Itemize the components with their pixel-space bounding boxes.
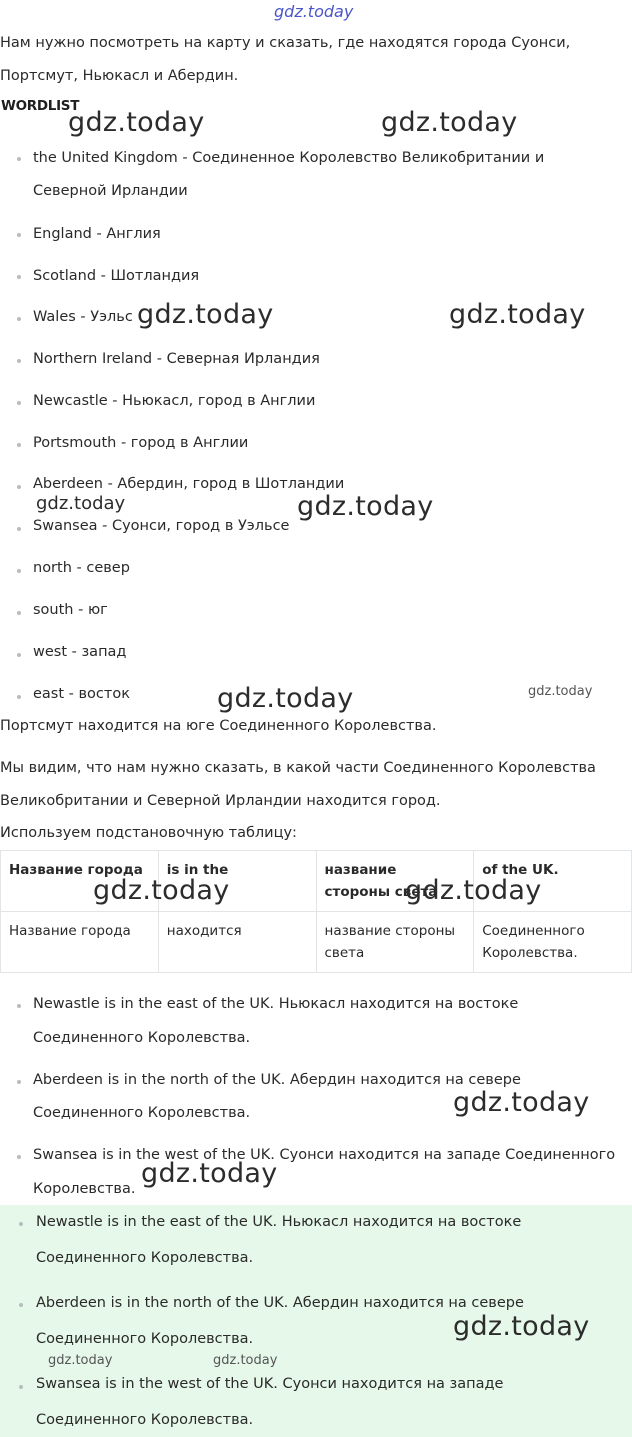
table-header-cell: Название города [1, 851, 159, 912]
table-header-cell: is in the [158, 851, 316, 912]
watermark: gdz.today [528, 684, 593, 699]
watermark: gdz.today [217, 683, 354, 714]
bullet [17, 569, 21, 573]
table-header-cell: название стороны света [316, 851, 474, 912]
explain-line-2: Великобритании и Северной Ирландии находится город. [0, 793, 441, 809]
wordlist-heading: WORDLIST [1, 98, 80, 114]
answer-line-2: Соединенного Королевства. [33, 1030, 251, 1046]
intro-line-2: Портсмут, Ньюкасл и Абердин. [0, 68, 239, 84]
bullet [17, 1080, 21, 1084]
table-row [1, 912, 632, 973]
watermark: gdz.today [36, 493, 126, 514]
bullet [19, 1385, 23, 1389]
list-item: Newcastle - Ньюкасл, город в Англии [33, 393, 316, 409]
watermark: gdz.today [453, 1087, 590, 1118]
list-item: Scotland - Шотландия [33, 268, 200, 284]
substitution-table [0, 850, 632, 973]
bullet [17, 317, 21, 321]
watermark: gdz.today [93, 875, 230, 906]
example-sentence: Портсмут находится на юге Соединенного Королевства. [0, 718, 437, 734]
table-cell: Название города [1, 912, 159, 973]
final-answer-line-2: Соединенного Королевства. [36, 1412, 254, 1428]
table-cell: название стороны света [316, 912, 474, 973]
list-item: east - восток [33, 686, 130, 702]
final-answer-line-1: Aberdeen is in the north of the UK. Абердин находится на севере [36, 1295, 524, 1311]
final-answer-line-2: Соединенного Королевства. [36, 1331, 254, 1347]
bullet [17, 401, 21, 405]
bullet [17, 1155, 21, 1159]
bullet [17, 695, 21, 699]
bullet [17, 611, 21, 615]
answer-line-1: Newastle is in the east of the UK. Ньюкасл находится на востоке [33, 996, 519, 1012]
list-item: the United Kingdom - Соединенное Королевство Великобритании и [33, 150, 545, 166]
bullet [17, 359, 21, 363]
watermark: gdz.today [381, 107, 518, 138]
list-item: south - юг [33, 602, 108, 618]
watermark: gdz.today [213, 1353, 278, 1368]
final-answer-line-2: Соединенного Королевства. [36, 1250, 254, 1266]
bullet [19, 1222, 23, 1226]
final-answer-line-1: Swansea is in the west of the UK. Суонси находится на западе [36, 1376, 504, 1392]
table-header-cell: of the UK. [474, 851, 632, 912]
explain-line-1: Мы видим, что нам нужно сказать, в какой части Соединенного Королевства [0, 760, 596, 776]
watermark: gdz.today [405, 875, 542, 906]
answer-line-1: Swansea is in the west of the UK. Суонси находится на западе Соединенного [33, 1147, 616, 1163]
list-item: west - запад [33, 644, 127, 660]
bullet [17, 653, 21, 657]
answer-line-2: Королевства. [33, 1181, 136, 1197]
list-item: north - север [33, 560, 130, 576]
bullet [17, 275, 21, 279]
table-cell: Соединенного Королевства. [474, 912, 632, 973]
watermark: gdz.today [68, 107, 205, 138]
explain-line-3: Используем подстановочную таблицу: [0, 825, 297, 841]
table-cell: находится [158, 912, 316, 973]
watermark: gdz.today [453, 1311, 590, 1342]
list-item: Portsmouth - город в Англии [33, 435, 249, 451]
list-item: Wales - Уэльс [33, 309, 133, 325]
answer-line-2: Соединенного Королевства. [33, 1105, 251, 1121]
list-item: Aberdeen - Абердин, город в Шотландии [33, 476, 345, 492]
list-item: Swansea - Суонси, город в Уэльсе [33, 518, 290, 534]
watermark: gdz.today [137, 299, 274, 330]
bullet [17, 485, 21, 489]
answer-line-1: Aberdeen is in the north of the UK. Абердин находится на севере [33, 1072, 521, 1088]
bullet [17, 443, 21, 447]
watermark: gdz.today [48, 1353, 113, 1368]
bullet [19, 1303, 23, 1307]
final-answer-line-1: Newastle is in the east of the UK. Ньюкасл находится на востоке [36, 1214, 522, 1230]
list-item-continuation: Северной Ирландии [33, 183, 188, 199]
watermark-top: gdz.today [274, 2, 354, 21]
intro-line-1: Нам нужно посмотреть на карту и сказать, где находятся города Суонси, [0, 35, 571, 51]
bullet [17, 233, 21, 237]
bullet [17, 1004, 21, 1008]
watermark: gdz.today [141, 1158, 278, 1189]
list-item: England - Англия [33, 226, 161, 242]
watermark: gdz.today [297, 491, 434, 522]
list-item: Northern Ireland - Северная Ирландия [33, 351, 320, 367]
watermark: gdz.today [449, 299, 586, 330]
bullet [17, 527, 21, 531]
bullet [17, 157, 21, 161]
